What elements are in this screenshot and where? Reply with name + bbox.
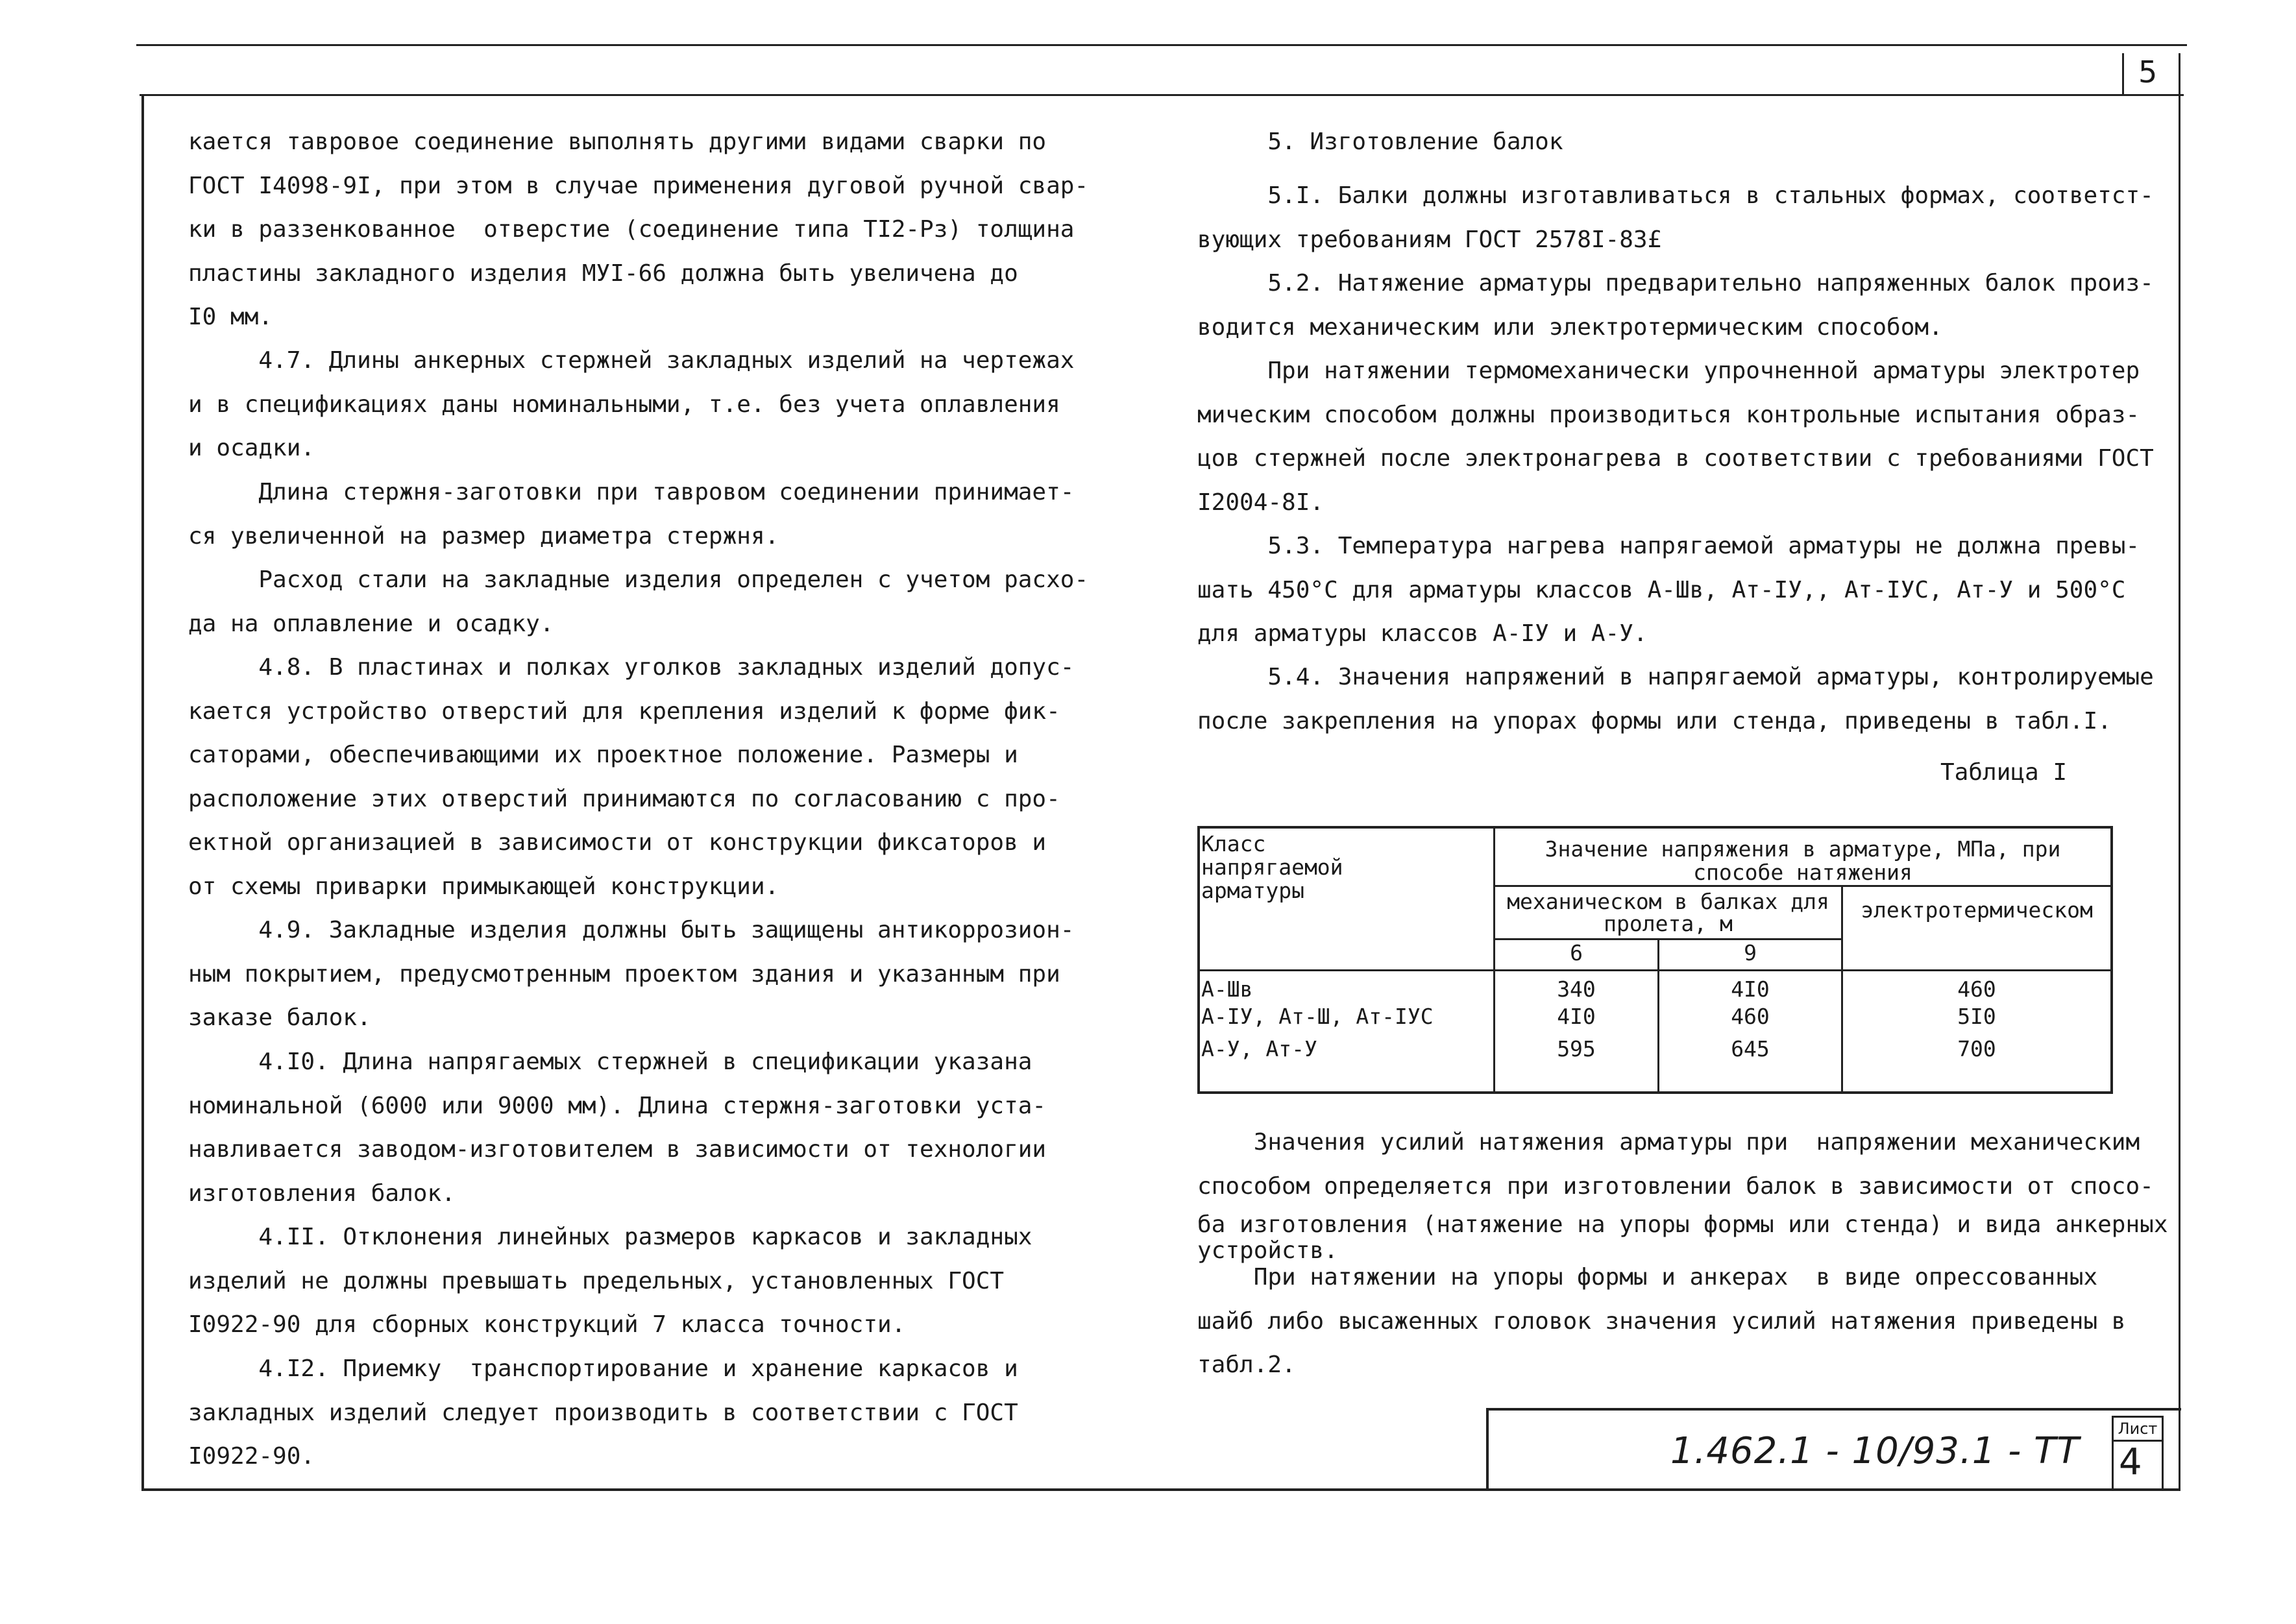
header-class: Класс напрягаемой арматуры	[1201, 831, 1343, 903]
thermo-paragraph: При натяжении термомеханически упрочненной арматуры электротер мическим способом должны производиться контрольные испытания образ- цов стержней после электронагрева в соответствии с требованиями ГОСТ I2004-8I.	[1197, 358, 2154, 516]
clause-4-11: 4.II. Отклонения линейных размеров каркасов и закладных изделий не должны превышать предельных, установленных ГОСТ I0922-90 для сборных конструкций 7 класса точности.	[188, 1224, 1032, 1338]
clause-5-2: 5.2. Натяжение арматуры предварительно напряженных балок произ- водится механическим или электротермическим способом.	[1197, 270, 2154, 341]
header-mech: механическом в балках для пролета, м	[1507, 888, 1829, 936]
left-border	[141, 94, 144, 1491]
anchors-paragraph: При натяжении на упоры формы и анкерах в виде опрессованных шайб либо высаженных головок значения усилий натяжения приведены в табл.2.	[1197, 1264, 2126, 1378]
page-number-box	[2122, 53, 2179, 94]
clause-4-12: 4.I2. Приемку транспортирование и хранение каркасов и закладных изделий следует производить в соответствии с ГОСТ I0922-90.	[188, 1355, 1018, 1470]
rod-length-paragraph: Длина стержня-заготовки при тавровом соединении принимает- ся увеличенной на размер диаметра стержня.	[188, 479, 1075, 550]
clause-4-9: 4.9. Закладные изделия должны быть защищены антикоррозион- ным покрытием, предусмотренным проектом здания и указанным при заказе балок.	[188, 917, 1075, 1031]
clause-4-8: 4.8. В пластинах и полках уголков закладных изделий допус- кается устройство отверстий для крепления изделий к форме фик- саторами, обеспечивающими их проектное положение. Размеры и расположение этих отверстий принимаются по согласованию с про- ектной организацией в зависимости от конструкции фиксаторов и от схемы приварки примыкающей конструкции.	[188, 654, 1075, 900]
row-mech-6: 4I0	[1557, 1004, 1596, 1029]
clause-4-7: 4.7. Длины анкерных стержней закладных изделий на чертежах и в спецификациях даны номинальными, т.е. без учета оплавления и осадки.	[188, 347, 1075, 461]
sheet-number: 4	[2119, 1441, 2142, 1483]
row-class: А-У, Ат-У	[1201, 1036, 1317, 1061]
top-inner-border	[140, 94, 2184, 96]
table-row	[1199, 970, 2112, 1004]
row-electro: 5I0	[1957, 1004, 1996, 1029]
header-span-9: 9	[1744, 939, 1757, 965]
header-span-6: 6	[1570, 939, 1583, 965]
right-border	[2179, 53, 2180, 1491]
page-number: 5	[2138, 55, 2158, 90]
force-paragraph-continued: ба изготовления (натяжение на упоры формы или стенда) и вида анкерных устройств.	[1197, 1211, 2168, 1264]
row-mech-6: 340	[1557, 976, 1596, 1002]
header-value: Значение напряжения в арматуре, МПа, при способе натяжения	[1545, 836, 2061, 885]
row-mech-9: 645	[1731, 1036, 1770, 1061]
clause-4-10: 4.I0. Длина напрягаемых стержней в спецификации указана номинальной (6000 или 9000 мм). Длина стержня-заготовки уста- навливается заводом-изготовителем в зависимости от технологии изготовления балок.	[188, 1048, 1047, 1207]
steel-consumption-paragraph: Расход стали на закладные изделия определен с учетом расхо- да на оплавление и осадку.	[188, 566, 1089, 637]
row-class: А-Шв	[1201, 976, 1253, 1002]
header-electro: электротермическом	[1861, 897, 2093, 923]
section-5-heading: 5. Изготовление балок	[1197, 128, 1563, 155]
table-row	[1199, 1036, 2112, 1093]
clause-5-1: 5.I. Балки должны изготавливаться в стальных формах, соответст- вующих требованиям ГОСТ 2578I-83£	[1197, 182, 2154, 253]
sheet-label: Лист	[2114, 1418, 2162, 1442]
sheet-box	[2112, 1416, 2164, 1491]
title-block	[1486, 1408, 2181, 1491]
document-code: 1.462.1 - 10/93.1 - TT	[1670, 1430, 2080, 1472]
row-class: А-IУ, Ат-Ш, Ат-IУС	[1201, 1004, 1434, 1029]
row-mech-9: 460	[1731, 1004, 1770, 1029]
row-electro: 700	[1957, 1036, 1996, 1061]
table-row	[1199, 1004, 2112, 1036]
left-paragraph: кается тавровое соединение выполнять другими видами сварки по ГОСТ I4098-9I, при этом в случае применения дуговой ручной свар- ки в раззенкованное отверстие (соединение типа TI2-Рз) толщина пластины закладного изделия МУI-66 должна быть увеличена до I0 мм.	[188, 128, 1089, 330]
row-electro: 460	[1957, 976, 1996, 1002]
row-mech-6: 595	[1557, 1036, 1596, 1061]
clause-5-3: 5.3. Температура нагрева напрягаемой арматуры не должна превы- шать 450°С для арматуры классов А-Шв, Ат-IУ,, Ат-IУС, Ат-У и 500°С для арматуры классов А-IУ и А-У.	[1197, 533, 2140, 647]
table-caption: Таблица I	[1940, 759, 2068, 786]
stress-table	[1197, 826, 2113, 1094]
clause-5-4: 5.4. Значения напряжений в напрягаемой арматуры, контролируемые после закрепления на упорах формы или стенда, приведены в табл.I.	[1197, 664, 2154, 734]
row-mech-9: 4I0	[1731, 976, 1770, 1002]
force-paragraph: Значения усилий натяжения арматуры при напряжении механическим способом определяется при изготовлении балок в зависимости от спосо-	[1197, 1129, 2154, 1200]
top-border	[136, 44, 2187, 46]
